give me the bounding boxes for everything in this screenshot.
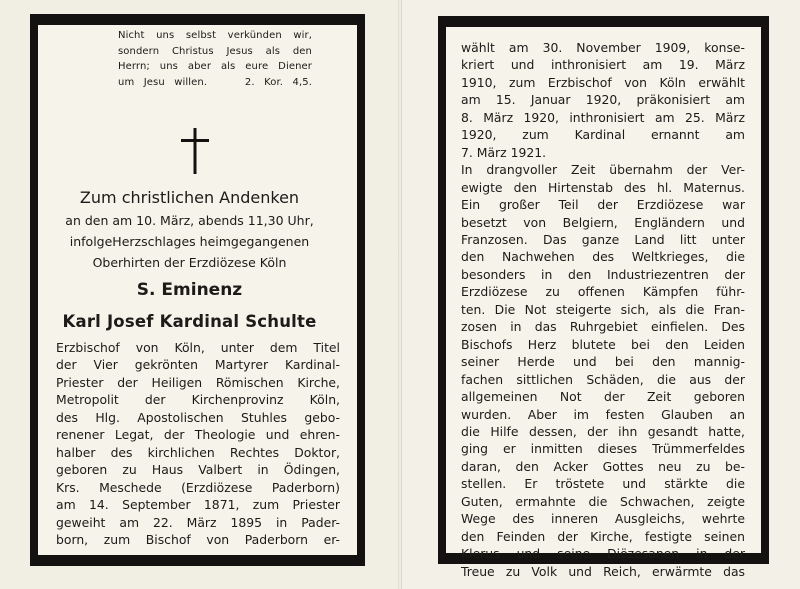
text-line: des Hlg. Apostolischen Stuhles gebo-	[56, 409, 340, 425]
intro-line: Oberhirten der Erzdiözese Köln	[92, 255, 287, 270]
text-line: ewigte den Hirtenstab des hl. Maternus.	[461, 179, 745, 195]
honorific-title: S. Eminenz	[136, 280, 243, 300]
text-line: wählt am 30. November 1909, konse-	[461, 40, 745, 55]
text-line: Krs. Meschede (Erzdiözese Paderborn)	[56, 479, 340, 495]
left-body-text	[56, 339, 340, 548]
text-line: besetzt von Belgiern, Engländern und	[461, 214, 745, 230]
motto-line: sondern Christus Jesus als den	[118, 45, 312, 57]
text-line: den Feinden der Kirche, festigte seinen	[461, 528, 745, 544]
motto-line: Nicht uns selbst verkünden wir,	[118, 30, 312, 41]
text-line: fachen sittlichen Schäden, die aus der	[461, 371, 745, 387]
text-line: born, zum Bischof von Paderborn er-	[56, 531, 340, 547]
text-line: stellen. Er tröstete und stärkte die	[461, 476, 745, 492]
text-line: zosen in das Ruhrgebiet einfielen. Des	[461, 319, 745, 335]
text-line: besonders in den Industriezentren der	[461, 266, 745, 282]
text-line: renener Legat, der Theologie und ehren-	[56, 427, 340, 443]
text-line: seiner Herde und bei den mannig-	[461, 354, 745, 370]
text-line: den Nachwehen des Weltkrieges, die	[461, 249, 745, 265]
text-line: daran, den Acker Gottes neu zu be-	[461, 458, 745, 474]
text-line: kriert und inthronisiert am 19. März	[461, 57, 745, 73]
text-line: Guten, ermahnte die Schwachen, zeigte	[461, 493, 745, 509]
text-line: 1920, zum Kardinal ernannt am	[461, 127, 745, 143]
intro-line: an den am 10. März, abends 11,30 Uhr,	[65, 213, 314, 228]
remembrance-heading: Zum christlichen Andenken	[79, 188, 300, 207]
text-line: halber des kirchlichen Rechtes Doktor,	[56, 444, 340, 460]
text-line: Klerus und seine Diözesanen in der	[461, 546, 745, 562]
text-line: Erzbischof von Köln, unter dem Titel	[56, 340, 340, 355]
text-line: ging er inmitten dieses Trümmerfeldes	[461, 441, 745, 457]
text-line: Bischofs Herz blutete bei den Leiden	[461, 336, 745, 352]
motto-line: um Jesu willen. 2. Kor. 4,5.	[118, 76, 312, 88]
text-line: Treue zu Volk und Reich, erwärmte das	[461, 563, 745, 579]
text-line: Erzdiözese zu offenen Kämpfen führ-	[461, 284, 745, 300]
text-line: Ein großer Teil der Erzdiözese war	[461, 197, 745, 213]
text-line: 7. März 1921.	[461, 144, 547, 160]
deceased-name: Karl Josef Kardinal Schulte	[62, 312, 317, 331]
intro-line: infolgeHerzschlages heimgegangenen	[69, 234, 310, 249]
text-line: der Vier gekrönten Martyrer Kardinal-	[56, 357, 340, 373]
text-line: ten. Die Not steigerte sich, als die Fran-	[461, 301, 745, 317]
text-line: Franzosen. Das ganze Land litt unter	[461, 231, 745, 247]
text-line: 8. März 1920, inthronisiert am 25. März	[461, 109, 745, 125]
text-line: geboren zu Haus Valbert in Ödingen,	[56, 462, 340, 478]
text-line: allgemeinen Not der Zeit geboren	[461, 389, 745, 405]
motto-line: Herrn; uns aber als eure Diener	[118, 61, 312, 73]
text-line: wurden. Aber im festen Glauben an	[461, 406, 745, 422]
text-line: Priester der Heiligen Römischen Kirche,	[56, 374, 340, 390]
right-body-text	[461, 39, 745, 580]
cross-icon	[181, 128, 209, 174]
text-line: Metropolit der Kirchenprovinz Köln,	[56, 392, 340, 408]
page-fold	[398, 0, 402, 589]
text-line: 1910, zum Erzbischof von Köln erwählt	[461, 74, 745, 90]
text-line: die Hilfe dessen, der ihn gesandt hatte,	[461, 423, 745, 439]
text-line: Wege des inneren Ausgleichs, wehrte	[461, 511, 745, 527]
bible-motto	[118, 28, 312, 90]
text-line: am 14. September 1871, zum Priester	[56, 497, 340, 513]
text-line: In drangvoller Zeit übernahm der Ver-	[461, 162, 745, 178]
text-line: am 15. Januar 1920, präkonisiert am	[461, 92, 745, 108]
text-line: geweiht am 22. März 1895 in Pader-	[56, 514, 340, 530]
